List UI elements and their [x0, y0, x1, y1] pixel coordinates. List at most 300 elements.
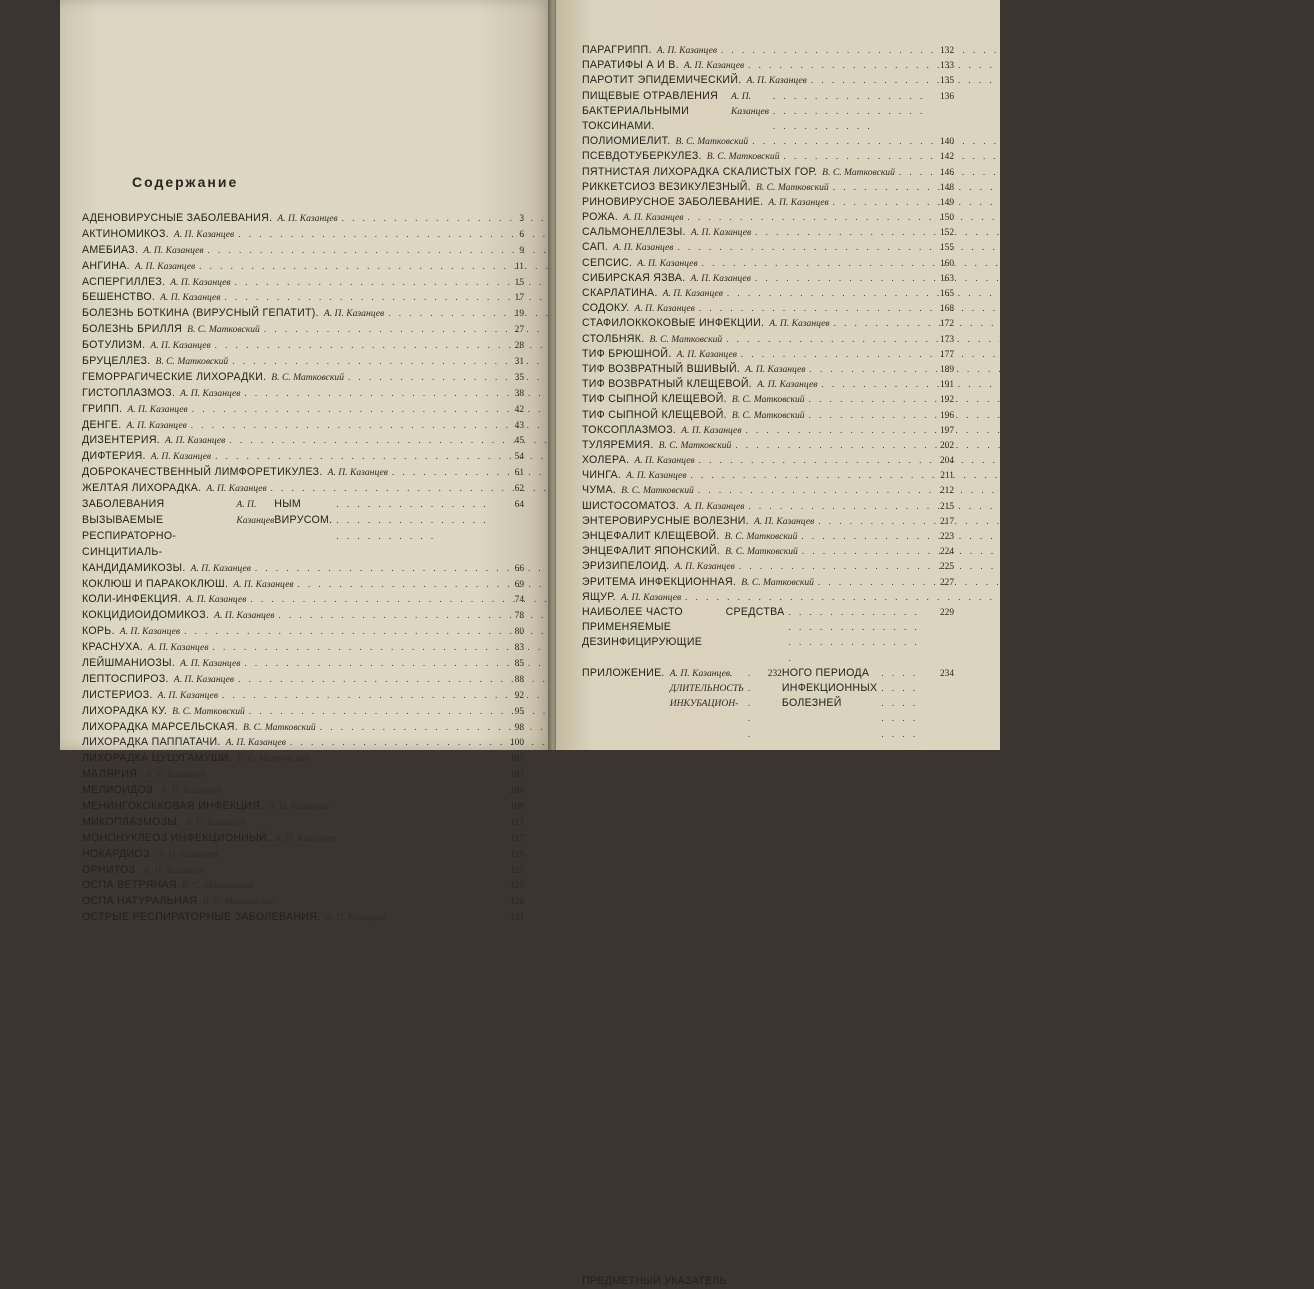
entry-page-number: 177: [939, 349, 954, 360]
entry-title: МЕНИНГОКОККОВАЯ ИНФЕКЦИЯ.: [82, 800, 264, 813]
toc-entry: [582, 225, 954, 240]
entry-author: В. С. Матковский: [181, 880, 255, 892]
toc-entry: [582, 605, 954, 666]
entry-author: А. П. Казанцев: [186, 594, 247, 606]
entry-title: КОКЦИДИОИДОМИКОЗ.: [82, 609, 210, 622]
entry-page-number: 215: [939, 501, 954, 512]
entry-page-number: 119: [510, 849, 524, 860]
entry-author: А. П. Казанцев: [325, 912, 386, 924]
leader-dots: [222, 847, 498, 863]
entry-title: СТАФИЛОККОКОВЫЕ ИНФЕКЦИИ.: [582, 317, 765, 330]
contents-heading: Содержание: [132, 174, 239, 190]
entry-author: А. П. Казанцев: [170, 276, 231, 288]
entry-author: А. П. Казанцев: [150, 340, 211, 352]
leader-dots: [278, 608, 498, 624]
leader-dots: [342, 211, 498, 227]
entry-title: СЕПСИС.: [582, 256, 633, 269]
toc-entry: [82, 211, 524, 227]
toc-entry: [582, 240, 954, 255]
leader-dots: [727, 286, 928, 301]
entry-page-number: 64: [514, 500, 524, 511]
toc-entry: [582, 210, 954, 225]
toc-entry: [582, 559, 954, 574]
toc-entry: [82, 449, 524, 465]
entry-title: РОЖА.: [582, 211, 619, 224]
entry-author: А. П. Казанцев: [165, 435, 226, 447]
leader-dots: [698, 483, 928, 498]
entry-author: А. П. Казанцев: [127, 403, 188, 415]
leader-dots: [752, 134, 928, 149]
entry-author: А. П. Казанцев: [145, 769, 206, 781]
entry-title: ГИСТОПЛАЗМОЗ.: [82, 386, 176, 399]
entry-title: ПИЩЕВЫЕ ОТРАВЛЕНИЯ БАКТЕРИАЛЬНЫМИ ТОКСИНАМИ.: [582, 89, 719, 132]
entry-title: ЛЕЙШМАНИОЗЫ.: [82, 657, 176, 669]
entry-title: ТИФ СЫПНОЙ КЛЕЩЕВОЙ.: [582, 393, 727, 406]
entry-page-number: 3: [519, 214, 524, 224]
leader-dots: [685, 590, 928, 605]
toc-entry: [582, 468, 954, 483]
toc-entry: [82, 322, 524, 338]
entry-title: ЛИХОРАДКА ПАППАТАЧИ.: [82, 736, 221, 749]
entry-author: А. П. Казанцев: [206, 483, 267, 495]
entry-title: ПОЛИОМИЕЛИТ.: [582, 135, 671, 148]
entry-page-number: 150: [939, 213, 954, 224]
entry-author: А. П. Казанцев: [746, 75, 807, 87]
toc-entry: [582, 529, 954, 544]
toc-entry: [582, 195, 954, 210]
entry-page-number: 38: [514, 388, 524, 399]
leader-dots: [818, 514, 928, 529]
entry-title-continued: НЫМ ВИРУСОМ.: [274, 498, 333, 526]
entry-page-number: 83: [514, 643, 524, 654]
leader-dots: [390, 910, 498, 926]
leader-dots: [881, 666, 928, 818]
entry-title: ТИФ ВОЗВРАТНЫЙ ВШИВЫЙ.: [582, 362, 741, 375]
leader-dots: [388, 306, 498, 322]
leader-dots: [748, 58, 928, 73]
entry-author: А. П. Казанцев: [753, 515, 815, 527]
entry-title: КОЛИ-ИНФЕКЦИЯ.: [82, 593, 182, 606]
toc-entry: [582, 666, 954, 1274]
entry-title: СИБИРСКАЯ ЯЗВА.: [582, 271, 686, 284]
entry-title: ДИФТЕРИЯ.: [82, 450, 146, 463]
entry-author: В. С. Матковский: [731, 409, 805, 421]
entry-page-number: 165: [939, 289, 954, 300]
leader-dots: [755, 271, 928, 286]
toc-entry: [82, 863, 524, 879]
leader-dots: [773, 89, 928, 135]
toc-entry: [82, 799, 524, 815]
entry-title: НАИБОЛЕЕ ЧАСТО ПРИМЕНЯЕМЫЕ ДЕЗИНФИЦИРУЮЩИЕ: [582, 605, 703, 649]
entry-title: ЧУМА.: [582, 484, 617, 497]
leader-dots: [821, 377, 928, 392]
entry-author: А. П. Казанцев: [745, 363, 806, 375]
toc-entry: [82, 878, 524, 894]
entry-author: А. П. Казанцев: [674, 561, 735, 573]
entry-page-number: 62: [514, 484, 524, 495]
entry-author: А. П. Казанцев: [161, 785, 222, 797]
entry-title: ЭРИЗИПЕЛОИД.: [582, 560, 670, 573]
entry-author: В. С. Матковский: [741, 576, 814, 588]
leader-dots: [244, 386, 498, 402]
toc-entry: [82, 465, 524, 481]
entry-page-number: 132: [939, 46, 954, 56]
leader-dots: [690, 468, 928, 483]
leader-dots: [784, 149, 929, 164]
entry-page-number: 11: [514, 261, 524, 272]
leader-dots: [215, 338, 498, 354]
entry-title: ПСЕВДОТУБЕРКУЛЕЗ.: [582, 150, 702, 163]
leader-dots: [225, 783, 498, 799]
entry-title: КОРЬ.: [82, 625, 115, 638]
toc-entry: [582, 575, 954, 590]
toc-entry: [582, 149, 954, 164]
entry-page-number: 212: [939, 486, 954, 497]
entry-page-number: 142: [939, 152, 954, 163]
leader-dots: [229, 433, 498, 449]
entry-title: БРУЦЕЛЛЕЗ.: [82, 355, 151, 368]
entry-title: ГРИПП.: [82, 402, 123, 415]
entry-title: ОСПА НАТУРАЛЬНАЯ: [82, 895, 198, 908]
leader-dots: [348, 370, 498, 386]
entry-author: А. П. Казанцев: [268, 801, 329, 813]
entry-title: ОРНИТОЗ.: [82, 863, 139, 876]
entry-title: БЕШЕНСТВО.: [82, 291, 156, 304]
toc-entry: [582, 43, 954, 58]
toc-entry: [82, 577, 524, 593]
toc-entry: [82, 894, 524, 910]
toc-entry: [582, 1274, 954, 1289]
entry-page-number: 109: [509, 802, 524, 813]
entry-title: БОЛЕЗНЬ БОТКИНА (ВИРУСНЫЙ ГЕПАТИТ).: [82, 307, 319, 320]
toc-entry: [82, 481, 524, 497]
entry-page-number: 234: [939, 668, 954, 679]
entry-page-number: 202: [939, 440, 954, 451]
entry-author: А. П. Казанцев: [681, 424, 742, 436]
entry-page-number: 9: [519, 245, 524, 256]
entry-author: А. П. Казанцев: [225, 737, 286, 749]
entry-author: А. П. Казанцев. ДЛИТЕЛЬНОСТЬ ИНКУБАЦИОН-: [669, 667, 744, 710]
entry-page-number: 224: [939, 547, 954, 558]
entry-title: САЛЬМОНЕЛЛЕЗЫ.: [582, 226, 686, 239]
entry-page-number: 121: [509, 865, 524, 876]
entry-author: В. С. Матковский: [658, 439, 732, 451]
entry-author: А. П. Казанцев: [173, 673, 235, 685]
entry-page-number: 136: [939, 91, 954, 102]
toc-entry: [582, 301, 954, 316]
entry-page-number: 189: [939, 364, 954, 375]
entry-title: АСПЕРГИЛЛЕЗ.: [82, 275, 166, 288]
leader-dots: [333, 799, 498, 815]
leader-dots: [215, 449, 498, 465]
toc-entry: [82, 831, 524, 847]
leader-dots: [833, 180, 928, 195]
entry-title: МОНОНУКЛЕОЗ ИНФЕКЦИОННЫЙ.: [82, 831, 271, 844]
toc-entry: [82, 767, 524, 783]
toc-entry: [82, 815, 524, 831]
entry-page-number: 140: [939, 137, 954, 148]
entry-title-continued: СРЕДСТВА: [725, 605, 785, 618]
entry-title: ОСТРЫЕ РЕСПИРАТОРНЫЕ ЗАБОЛЕВАНИЯ.: [82, 911, 321, 924]
toc-entry: [582, 256, 954, 271]
entry-page-number: 100: [509, 738, 524, 749]
toc-entry: [82, 259, 524, 275]
toc-entry: [582, 514, 954, 529]
entry-author: А. П. Казанцев: [180, 387, 241, 399]
leader-dots: [208, 863, 498, 879]
entry-line-2: [782, 666, 954, 818]
entry-title: ТИФ СЫПНОЙ КЛЕЩЕВОЙ.: [582, 408, 727, 421]
entry-author: А. П. Казанцев: [157, 848, 219, 860]
entry-author: В. С. Матковский: [202, 896, 276, 908]
leader-dots: [818, 575, 928, 590]
leader-dots: [809, 362, 928, 377]
entry-line-1: [582, 89, 726, 135]
entry-title: ЛИХОРАДКА МАРСЕЛЬСКАЯ.: [82, 720, 238, 733]
toc-entry: [82, 688, 524, 704]
right-page: [556, 0, 1000, 1287]
entry-title: ТИФ ВОЗВРАТНЫЙ КЛЕЩЕВОЙ.: [582, 378, 753, 391]
entry-title: МИКОПЛАЗМОЗЫ.: [82, 815, 181, 828]
entry-author: А. П. Казанцев: [160, 292, 221, 304]
leader-dots: [809, 408, 928, 423]
entry-page-number: 191: [939, 380, 954, 391]
leader-dots: [244, 656, 498, 672]
entry-page-number: 101: [509, 754, 524, 765]
toc-entry: [82, 497, 524, 561]
leader-dots: [809, 392, 928, 407]
entry-author: В. С. Матковский: [725, 546, 798, 558]
entry-author: А. П. Казанцев: [613, 242, 674, 254]
toc-entry: [582, 453, 954, 468]
leader-dots: [699, 453, 928, 468]
entry-page-number: 95: [514, 706, 524, 717]
toc-entry: [82, 418, 524, 434]
entry-title: ТИФ БРЮШНОЙ.: [582, 347, 672, 360]
entry-page-number: 113: [510, 817, 524, 828]
entry-author: А. П. Казанцев: [620, 591, 682, 603]
toc-entry: [582, 180, 954, 195]
entry-page-number: 106: [509, 786, 524, 797]
entry-author: А. П. Казанцев: [769, 318, 830, 330]
entry-title: ПАРАТИФЫ А И В.: [582, 59, 679, 72]
toc-entry: [82, 592, 524, 608]
entry-author: А. П. Казанцев: [277, 213, 338, 224]
entry-author: А. П. Казанцев: [275, 832, 336, 844]
entry-author: А. П. Казанцев: [233, 578, 294, 590]
toc-entry: [582, 377, 954, 392]
entry-page-number: 160: [939, 258, 954, 269]
toc-entry: [82, 338, 524, 354]
entry-title: БОТУЛИЗМ.: [82, 339, 146, 352]
leader-dots: [677, 240, 928, 255]
toc-entry: [82, 751, 524, 767]
entry-page-number: 78: [514, 611, 524, 622]
entry-title: ЛИХОРАДКА ЦУЦУГАМУШИ.: [82, 752, 232, 765]
entry-title: ХОЛЕРА.: [582, 454, 630, 467]
entry-author: А. П. Казанцев: [626, 470, 687, 482]
entry-page-number: 17: [514, 293, 524, 304]
entry-author: В. С. Матковский: [649, 333, 723, 345]
entry-title-continued: НОГО ПЕРИОДА ИНФЕКЦИОННЫХ БОЛЕЗНЕЙ: [781, 666, 878, 710]
entry-author: А. П. Казанцев: [150, 451, 212, 463]
leader-dots: [212, 640, 498, 656]
entry-title: ЗАБОЛЕВАНИЯ ВЫЗЫВАЕМЫЕ РЕСПИРАТОРНО-СИНЦИТИАЛЬ-: [82, 498, 177, 558]
entry-page-number: 92: [514, 690, 524, 701]
entry-title: ЭНЦЕФАЛИТ КЛЕЩЕВОЙ.: [582, 530, 720, 543]
leader-dots: [235, 275, 498, 291]
entry-author: А. П. Казанцев: [173, 228, 235, 240]
entry-author: В. С. Матковский: [822, 166, 895, 178]
toc-entry: [582, 423, 954, 438]
leader-dots: [731, 1274, 928, 1289]
entry-title: РИККЕТСИОЗ ВЕЗИКУЛЕЗНЫЙ.: [582, 180, 751, 193]
toc-left-column: [82, 211, 524, 926]
entry-line-1: [582, 605, 726, 651]
entry-page-number: 232: [767, 668, 782, 679]
entry-title: ЖЕЛТАЯ ЛИХОРАДКА.: [82, 482, 202, 495]
toc-entry: [582, 438, 954, 453]
entry-page-number: 80: [514, 627, 524, 638]
entry-author: А. П. Казанцев: [180, 658, 241, 669]
entry-title: АМЕБИАЗ.: [82, 243, 139, 256]
leader-dots: [739, 559, 928, 574]
entry-author: А. П. Казанцев: [768, 196, 829, 208]
entry-title: АДЕНОВИРУСНЫЕ ЗАБОЛЕВАНИЯ.: [82, 212, 273, 224]
toc-entry: [582, 134, 954, 149]
entry-title: ГЕМОРРАГИЧЕСКИЕ ЛИХОРАДКИ.: [82, 370, 267, 383]
entry-author: А. П. Казанцев: [731, 90, 769, 117]
entry-line-1: [82, 497, 274, 561]
entry-author: А. П. Казанцев: [327, 467, 388, 479]
entry-title: ШИСТОСОМАТОЗ.: [582, 499, 680, 512]
toc-entry: [582, 347, 954, 362]
toc-entry: [582, 89, 954, 135]
leader-dots: [702, 256, 928, 271]
toc-entry: [82, 243, 524, 259]
leader-dots: [899, 165, 928, 180]
toc-entry: [582, 73, 954, 88]
entry-title: САП.: [582, 241, 609, 254]
entry-title: ПРЕДМЕТНЫЙ УКАЗАТЕЛЬ: [582, 1274, 727, 1287]
entry-page-number: 204: [939, 456, 954, 467]
entry-page-number: 117: [510, 833, 524, 844]
entry-title: РИНОВИРУСНОЕ ЗАБОЛЕВАНИЕ.: [582, 195, 764, 208]
entry-line-2: [274, 497, 524, 545]
entry-line-2: [726, 89, 954, 135]
leader-dots: [802, 544, 928, 559]
entry-page-number: 27: [514, 325, 524, 336]
toc-entry: [582, 316, 954, 331]
entry-title: ТОКСОПЛАЗМОЗ.: [582, 423, 677, 436]
entry-author: А. П. Казанцев: [690, 227, 752, 239]
entry-page-number: 6: [519, 229, 524, 240]
entry-author: А. П. Казанцев: [634, 303, 695, 315]
entry-page-number: 125: [509, 881, 524, 892]
leader-dots: [298, 577, 498, 593]
toc-entry: [582, 499, 954, 514]
entry-title: НОКАРДИОЗ.: [82, 847, 153, 860]
toc-entry: [82, 656, 524, 672]
toc-entry: [582, 483, 954, 498]
toc-entry: [82, 354, 524, 370]
entry-line-2: [726, 605, 954, 666]
entry-title: АКТИНОМИКОЗ.: [82, 227, 169, 240]
entry-page-number: 19: [514, 309, 524, 320]
entry-title: ДЕНГЕ.: [82, 418, 122, 431]
toc-entry: [82, 704, 524, 720]
entry-page-number: 197: [939, 425, 954, 436]
entry-title: СКАРЛАТИНА.: [582, 287, 658, 300]
toc-entry: [82, 290, 524, 306]
entry-author: А. П. Казанцев: [623, 212, 684, 224]
entry-title: СОДОКУ.: [582, 302, 630, 315]
leader-dots: [741, 347, 928, 362]
leader-dots: [699, 301, 928, 316]
entry-title: СТОЛБНЯК.: [582, 332, 645, 345]
entry-author: А. П. Казанцев: [126, 419, 187, 431]
entry-author: А. П. Казанцев: [662, 288, 723, 300]
entry-page-number: 42: [514, 404, 524, 415]
entry-author: А. П. Казанцев: [690, 272, 751, 284]
leader-dots: [232, 354, 498, 370]
entry-author: В. С. Матковский: [237, 753, 310, 765]
leader-dots: [320, 720, 498, 736]
leader-dots: [336, 497, 498, 545]
entry-page-number: 155: [939, 243, 954, 254]
entry-title: ЯЩУР.: [582, 590, 616, 603]
entry-page-number: 152: [939, 228, 954, 239]
entry-title: ЛЕПТОСПИРОЗ.: [82, 672, 169, 685]
entry-title: КРАСНУХА.: [82, 641, 144, 654]
entry-title: ЭНТЕРОВИРУСНЫЕ ВОЛЕЗНИ.: [582, 514, 749, 527]
entry-author: А. П. Казанцев: [323, 308, 385, 320]
entry-page-number: 149: [939, 197, 954, 208]
entry-title: АНГИНА.: [82, 259, 130, 272]
toc-right-column: [582, 43, 954, 1289]
entry-author: А. П. Казанцев: [757, 379, 818, 391]
toc-entry: [582, 544, 954, 559]
entry-title: КАНДИДАМИКОЗЫ.: [82, 561, 186, 574]
entry-page-number: 133: [939, 61, 954, 72]
toc-entry: [82, 624, 524, 640]
leader-dots: [224, 290, 498, 306]
entry-author: А. П. Казанцев: [185, 816, 246, 828]
entry-page-number: 54: [514, 452, 524, 463]
leader-dots: [811, 73, 928, 88]
entry-author: В. С. Матковский: [621, 485, 694, 497]
entry-page-number: 85: [514, 659, 524, 669]
entry-author: А. П. Казанцев: [143, 244, 204, 256]
leader-dots: [250, 815, 498, 831]
toc-entry: [582, 286, 954, 301]
toc-entry: [582, 590, 954, 605]
leader-dots: [210, 767, 498, 783]
entry-page-number: 66: [514, 563, 524, 574]
toc-entry: [82, 386, 524, 402]
leader-dots: [290, 735, 498, 751]
leader-dots: [264, 322, 498, 338]
leader-dots: [834, 316, 928, 331]
entry-title: ДОБРОКАЧЕСТВЕННЫЙ ЛИМФОРЕТИКУЛЕЗ.: [82, 466, 323, 479]
leader-dots: [208, 243, 498, 259]
leader-dots: [745, 423, 928, 438]
toc-entry: [82, 847, 524, 863]
leader-dots: [392, 465, 498, 481]
leader-dots: [249, 704, 498, 720]
toc-entry: [82, 402, 524, 418]
toc-entry: [582, 332, 954, 347]
